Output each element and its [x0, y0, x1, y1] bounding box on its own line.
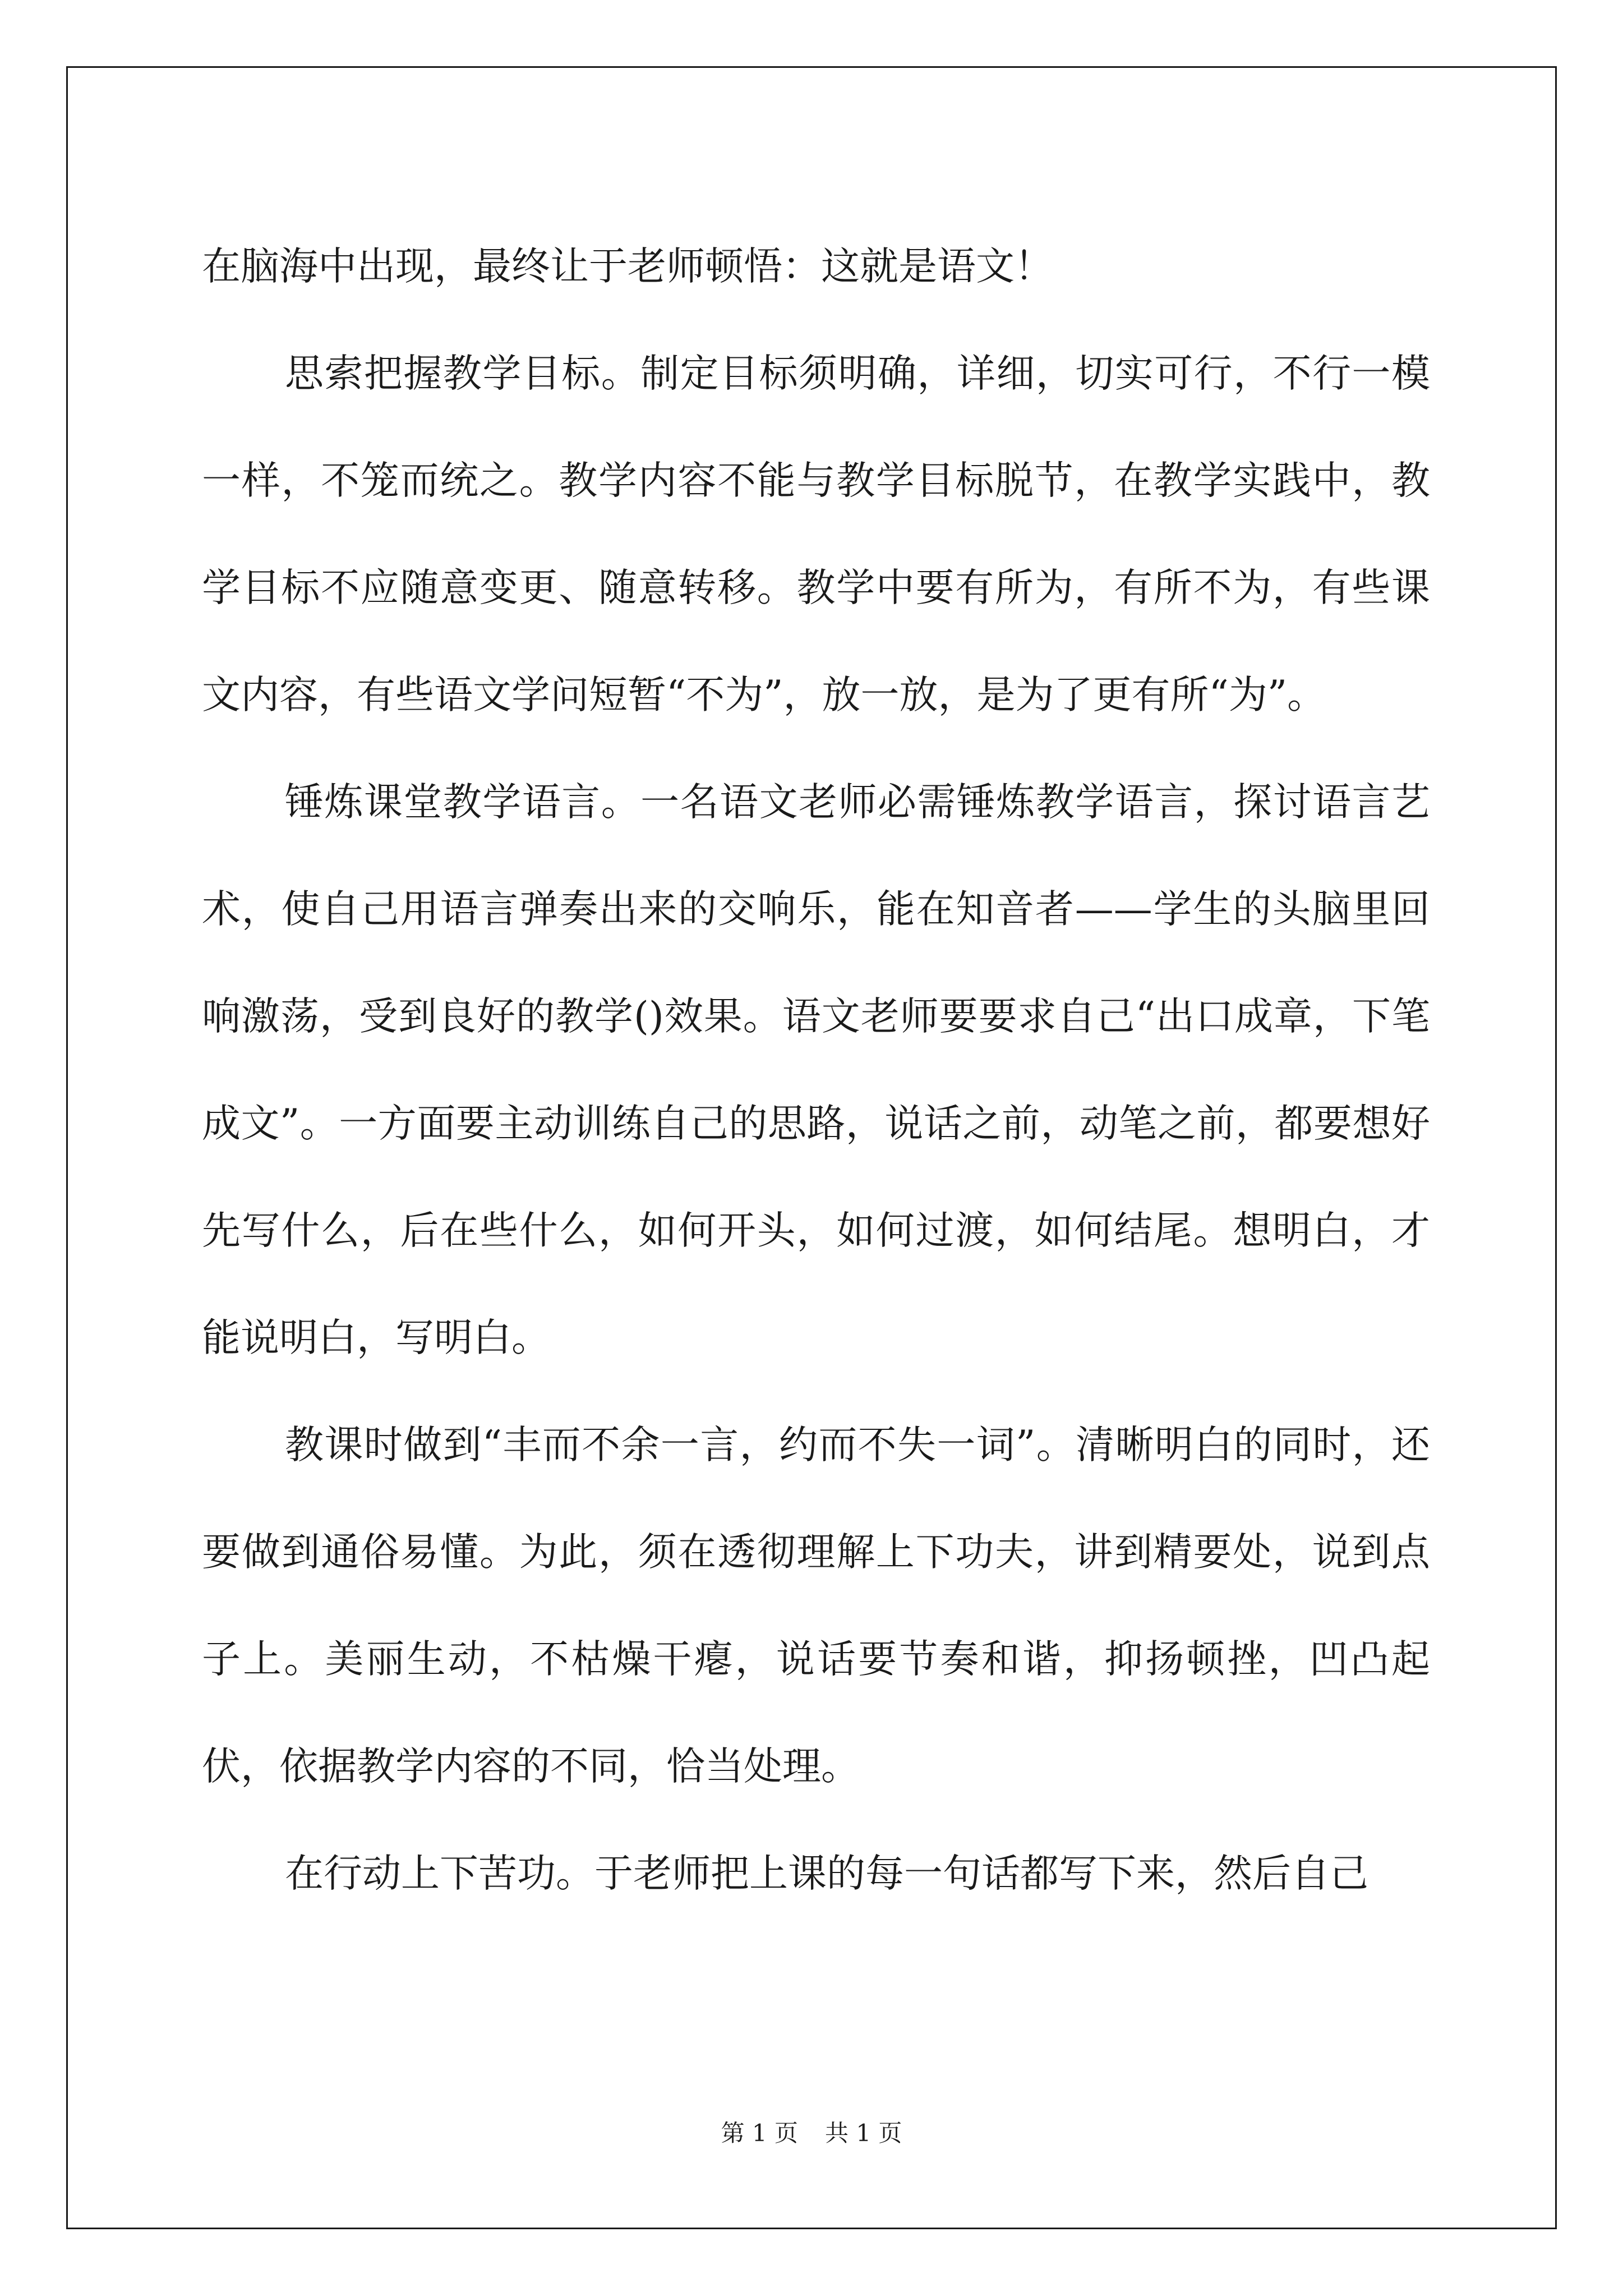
page-total: 共 1 页: [825, 2119, 902, 2147]
page-footer: [0, 2115, 1623, 2148]
paragraph-teaching-goals: 思索把握教学目标。制定目标须明确，详细，切实可行，不行一模一样，不笼而统之。教学内容不能与教学目标脱节，在教学实践中，教学目标不应随意变更、随意转移。教学中要有所为，有所不为，有些课文内容，有些语文学问短暂“不为”，放一放，是为了更有所“为”。: [202, 351, 1430, 717]
page-number: 第 1 页: [721, 2119, 798, 2147]
paragraph-lecture-clarity: 教课时做到“丰而不余一言，约而不失一词”。清晰明白的同时，还要做到通俗易懂。为此，须在透彻理解上下功夫，讲到精要处，说到点子上。美丽生动，不枯燥干瘪，说话要节奏和谐，抑扬顿挫，凹凸起伏，依据教学内容的不同，恰当处理。: [202, 1423, 1430, 1789]
paragraph-teaching-language: 锤炼课堂教学语言。一名语文老师必需锤炼教学语言，探讨语言艺术，使自己用语言弹奏出来的交响乐，能在知音者——学生的头脑里回响激荡，受到良好的教学()效果。语文老师要要求自己“出口成章，下笔成文”。一方面要主动训练自己的思路，说话之前，动笔之前，都要想好先写什么，后在些什么，如何开头，如何过渡，如何结尾。想明白，才能说明白，写明白。: [202, 780, 1430, 1360]
paragraph-hard-work: 在行动上下苦功。于老师把上课的每一句话都写下来，然后自己: [285, 1851, 1368, 1896]
document-body: [202, 213, 1430, 1927]
paragraph-continuation: 在脑海中出现，最终让于老师顿悟：这就是语文！: [202, 244, 1053, 289]
